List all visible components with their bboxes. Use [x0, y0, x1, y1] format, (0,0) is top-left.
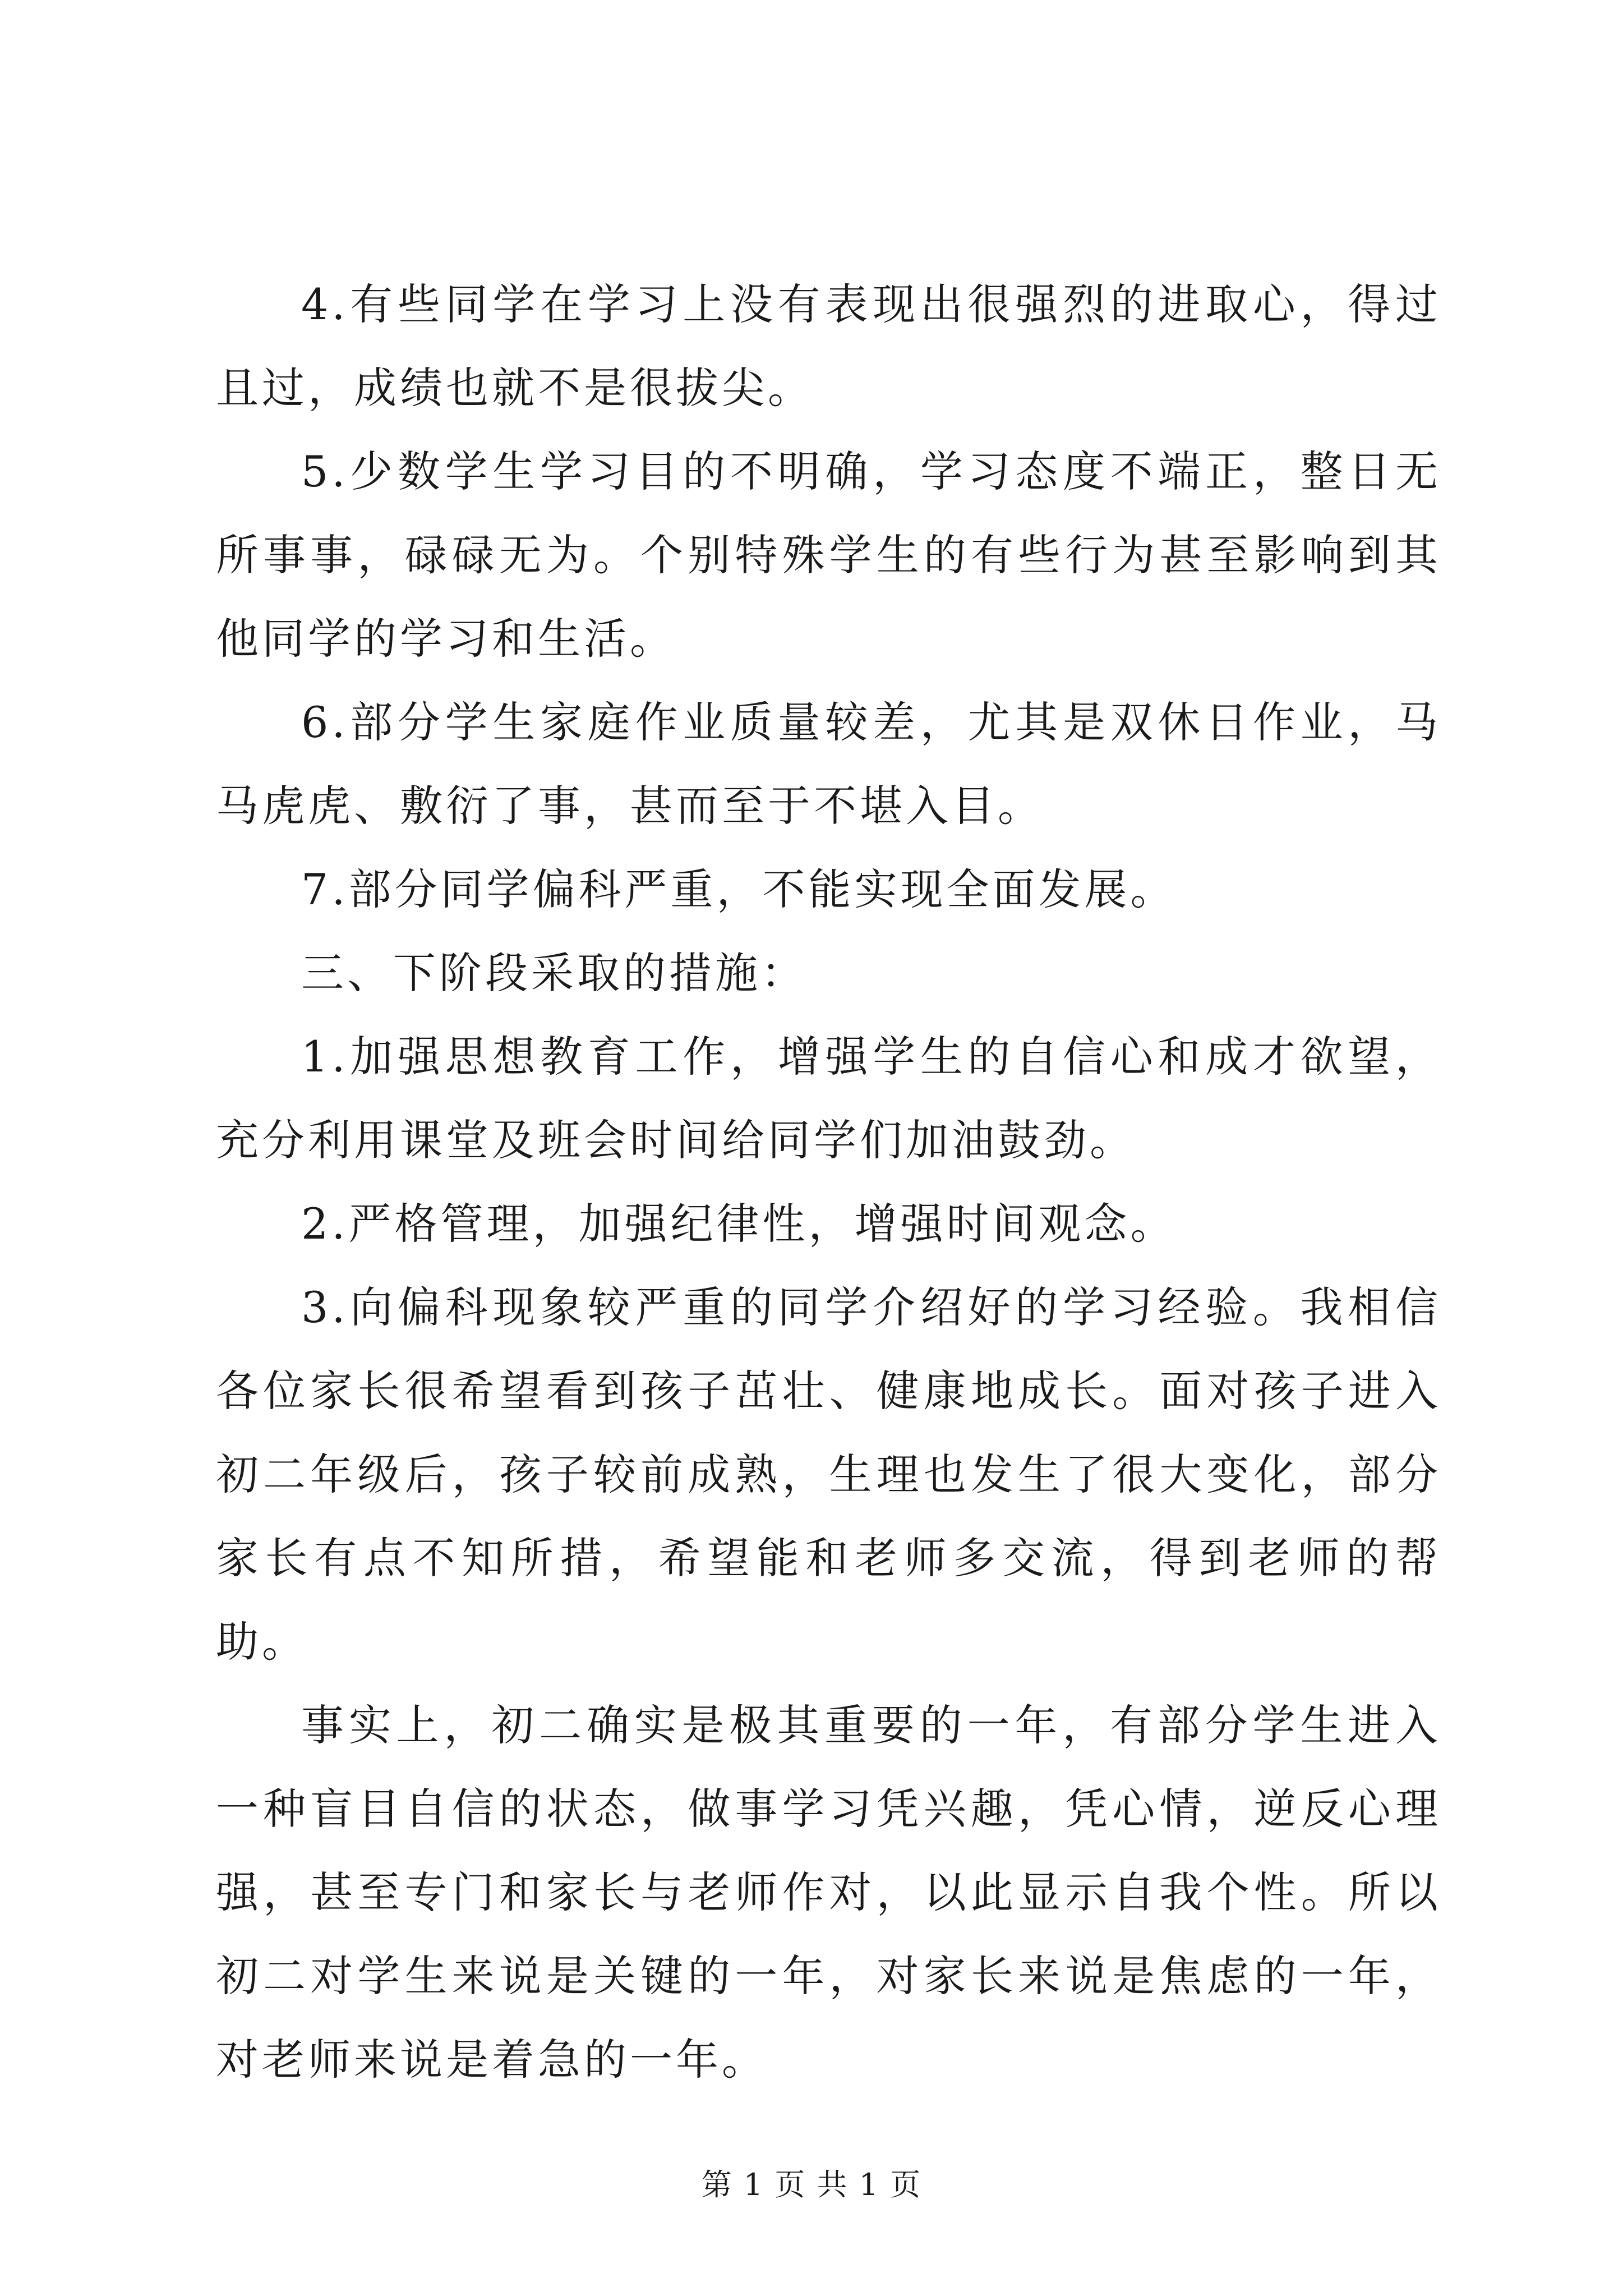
- paragraph-item-6: 6.部分学生家庭作业质量较差，尤其是双休日作业，马马虎虎、敷衍了事，甚而至于不堪入目。: [216, 697, 1441, 831]
- measure-item-2: 2.严格管理，加强纪律性，增强时间观念。: [301, 1199, 1177, 1249]
- document-body: [216, 263, 1441, 2101]
- paragraph-item-4: 4.有些同学在学习上没有表现出很强烈的进取心，得过且过，成绩也就不是很拔尖。: [216, 279, 1441, 413]
- measure-item-1: 1.加强思想教育工作，增强学生的自信心和成才欲望，充分利用课堂及班会时间给同学们加油鼓劲。: [216, 1032, 1441, 1165]
- section-heading: 三、下阶段采取的措施：: [301, 948, 807, 998]
- page-number-footer: 第 1 页 共 1 页: [701, 2167, 922, 2202]
- closing-paragraph: 事实上，初二确实是极其重要的一年，有部分学生进入一种盲目自信的状态，做事学习凭兴趣，凭心情，逆反心理强，甚至专门和家长与老师作对，以此显示自我个性。所以初二对学生来说是关键的一年，对家长来说是焦虑的一年，对老师来说是着急的一年。: [216, 1700, 1441, 2085]
- measure-item-3: 3.向偏科现象较严重的同学介绍好的学习经验。我相信各位家长很希望看到孩子茁壮、健康地成长。面对孩子进入初二年级后，孩子较前成熟，生理也发生了很大变化，部分家长有点不知所措，希望能和老师多交流，得到老师的帮助。: [216, 1282, 1441, 1667]
- paragraph-item-7: 7.部分同学偏科严重，不能实现全面发展。: [301, 864, 1177, 914]
- paragraph-item-5: 5.少数学生学习目的不明确，学习态度不端正，整日无所事事，碌碌无为。个别特殊学生的有些行为甚至影响到其他同学的学习和生活。: [216, 447, 1441, 664]
